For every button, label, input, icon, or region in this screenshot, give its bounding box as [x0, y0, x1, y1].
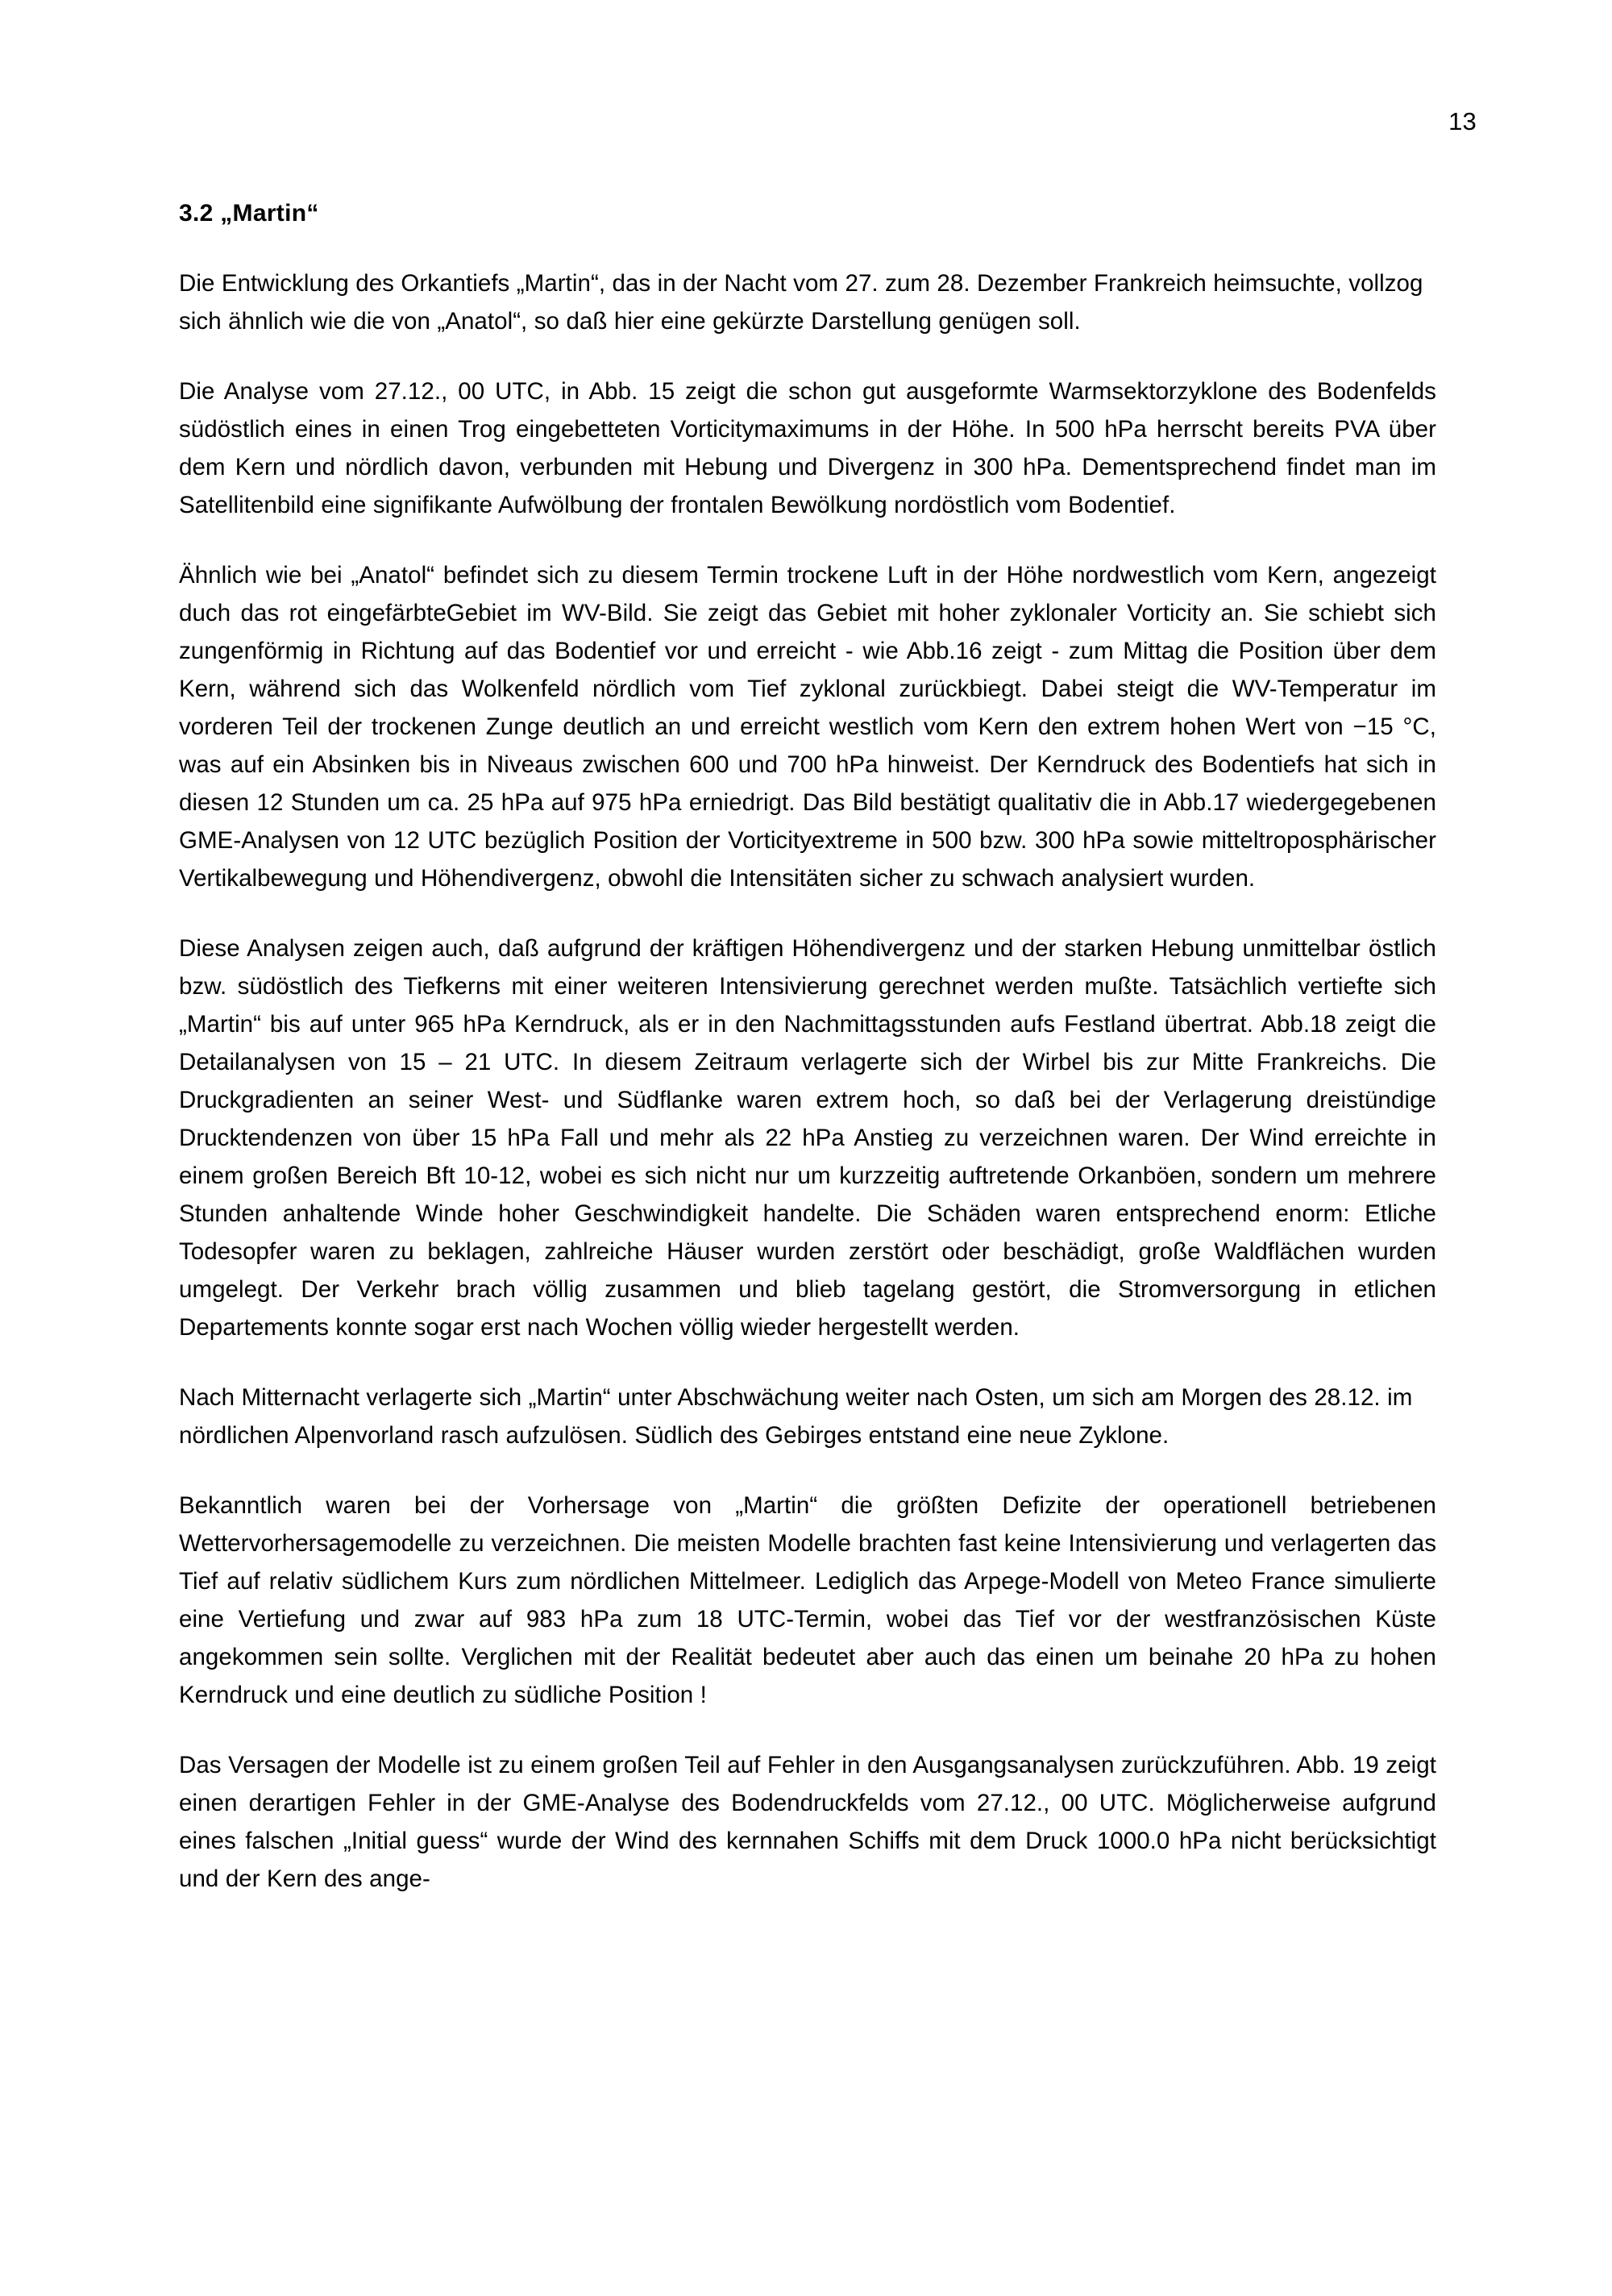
paragraph-2: Die Analyse vom 27.12., 00 UTC, in Abb. 15 zeigt die schon gut ausgeformte Warmsektorzyklone des Bodenfelds südöstlich eines in einen Trog eingebetteten Vorticitymaximums in der Höhe. In 500 hPa herrscht bereits PVA über dem Kern und nördlich davon, verbunden mit Hebung und Divergenz in 300 hPa. Dementsprechend findet man im Satellitenbild eine signifikante Aufwölbung der frontalen Bewölkung nordöstlich vom Bodentief. [179, 378, 1436, 518]
paragraph-3: Ähnlich wie bei „Anatol“ befindet sich zu diesem Termin trockene Luft in der Höhe nordwestlich vom Kern, angezeigt duch das rot eingefärbteGebiet im WV-Bild. Sie zeigt das Gebiet mit hoher zyklonaler Vorticity an. Sie schiebt sich zungenförmig in Richtung auf das Bodentief vor und erreicht - wie Abb.16 zeigt - zum Mittag die Position über dem Kern, während sich das Wolkenfeld nördlich vom Tief zyklonal zurückbiegt. Dabei steigt die WV-Temperatur im vorderen Teil der trockenen Zunge deutlich an und erreicht westlich vom Kern den extrem hohen Wert von −15 °C, was auf ein Absinken bis in Niveaus zwischen 600 und 700 hPa hinweist. Der Kerndruck des Bodentiefs hat sich in diesen 12 Stunden um ca. 25 hPa auf 975 hPa erniedrigt. Das Bild bestätigt qualitativ die in Abb.17 wiedergegebenen GME-Analysen von 12 UTC bezüglich Position der Vorticityextreme in 500 bzw. 300 hPa sowie mitteltroposphärischer Vertikalbewegung und Höhendivergenz, obwohl die Intensitäten sicher zu schwach analysiert wurden. [179, 562, 1436, 892]
paragraph-5: Nach Mitternacht verlagerte sich „Martin“ unter Abschwächung weiter nach Osten, um sich am Morgen des 28.12. im nördlichen Alpenvorland rasch aufzulösen. Südlich des Gebirges entstand eine neue Zyklone. [179, 1384, 1413, 1449]
paragraph-7: Das Versagen der Modelle ist zu einem großen Teil auf Fehler in den Ausgangsanalysen zurückzuführen. Abb. 19 zeigt einen derartigen Fehler in der GME-Analyse des Bodendruckfelds vom 27.12., 00 UTC. Möglicherweise aufgrund eines falschen „Initial guess“ wurde der Wind des kernnahen Schiffs mit dem Druck 1000.0 hPa nicht berücksichtigt und der Kern des ange- [179, 1752, 1436, 1892]
paragraph-1: Die Entwicklung des Orkantiefs „Martin“, das in der Nacht vom 27. zum 28. Dezember Frankreich heimsuchte, vollzog sich ähnlich wie die von „Anatol“, so daß hier eine gekürzte Darstellung genügen soll. [179, 270, 1423, 335]
page-number: 13 [1448, 107, 1477, 135]
paragraph-6: Bekanntlich waren bei der Vorhersage von „Martin“ die größten Defizite der operationell betriebenen Wettervorhersagemodelle zu verzeichnen. Die meisten Modelle brachten fast keine Intensivierung und verlagerten das Tief auf relativ südlichem Kurs zum nördlichen Mittelmeer. Lediglich das Arpege-Modell von Meteo France simulierte eine Vertiefung und zwar auf 983 hPa zum 18 UTC-Termin, wobei das Tief vor der westfranzösischen Küste angekommen sein sollte. Verglichen mit der Realität bedeutet aber auch das einen um beinahe 20 hPa zu hohen Kerndruck und eine deutlich zu südliche Position ! [179, 1492, 1436, 1708]
paragraph-4: Diese Analysen zeigen auch, daß aufgrund der kräftigen Höhendivergenz und der starken Hebung unmittelbar östlich bzw. südöstlich des Tiefkerns mit einer weiteren Intensivierung gerechnet werden mußte. Tatsächlich vertiefte sich „Martin“ bis auf unter 965 hPa Kerndruck, als er in den Nachmittagsstunden aufs Festland übertrat. Abb.18 zeigt die Detailanalysen von 15 – 21 UTC. In diesem Zeitraum verlagerte sich der Wirbel bis zur Mitte Frankreichs. Die Druckgradienten an seiner West- und Südflanke waren extrem hoch, so daß bei der Verlagerung dreistündige Drucktendenzen von über 15 hPa Fall und mehr als 22 hPa Anstieg zu verzeichnen waren. Der Wind erreichte in einem großen Bereich Bft 10-12, wobei es sich nicht nur um kurzzeitig auftretende Orkanböen, sondern um mehrere Stunden anhaltende Winde hoher Geschwindigkeit handelte. Die Schäden waren entsprechend enorm: Etliche Todesopfer waren zu beklagen, zahlreiche Häuser wurden zerstört oder beschädigt, große Waldflächen wurden umgelegt. Der Verkehr brach völlig zusammen und blieb tagelang gestört, die Stromversorgung in etlichen Departements konnte sogar erst nach Wochen völlig wieder hergestellt werden. [179, 935, 1436, 1341]
section-heading: 3.2 „Martin“ [179, 200, 319, 227]
page-content [179, 200, 1436, 1898]
